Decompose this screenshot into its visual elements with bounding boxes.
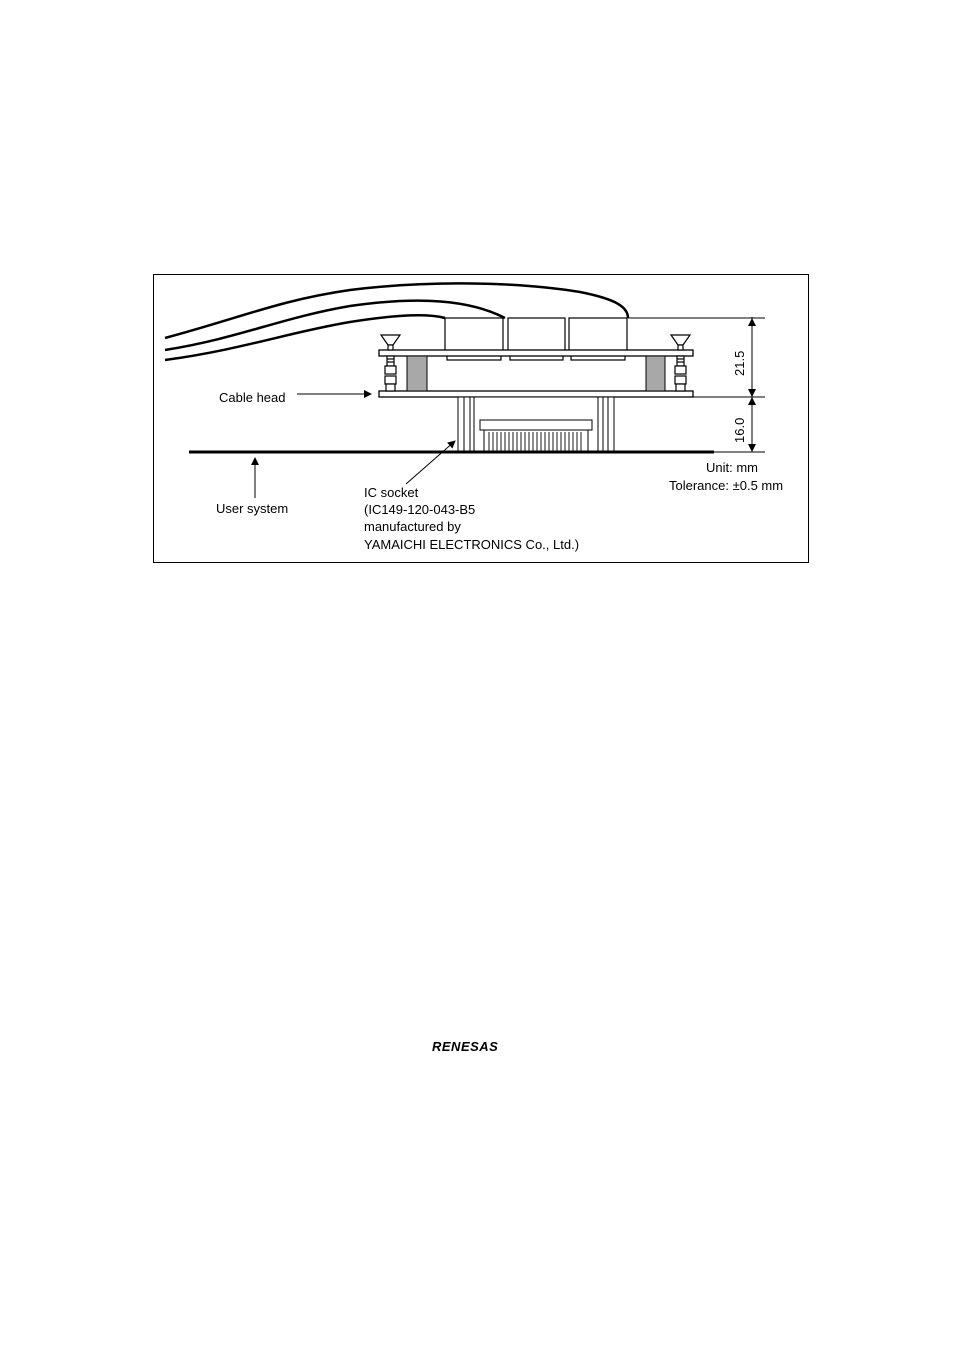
unit-note: Unit: mm bbox=[706, 460, 758, 475]
cable-head-board bbox=[379, 391, 693, 397]
cable-head-label: Cable head bbox=[219, 390, 286, 405]
ic-socket-label: IC socket bbox=[364, 485, 419, 500]
right-screw-icon bbox=[671, 335, 690, 391]
dimension-lower-label: 16.0 bbox=[732, 417, 747, 443]
user-system-label: User system bbox=[216, 501, 289, 516]
right-spacer bbox=[646, 356, 665, 391]
left-screw-icon bbox=[381, 335, 400, 391]
ic-socket-manufactured-by: manufactured by bbox=[364, 519, 461, 534]
upper-board bbox=[379, 350, 693, 356]
renesas-logo bbox=[430, 1036, 534, 1056]
left-spacer bbox=[407, 356, 427, 391]
renesas-logo-text: RENESAS bbox=[432, 1039, 499, 1054]
ic-socket-manufacturer: YAMAICHI ELECTRONICS Co., Ltd.) bbox=[364, 537, 580, 552]
ic-socket-arrow bbox=[406, 441, 455, 484]
dimension-upper-label: 21.5 bbox=[732, 350, 747, 376]
ic-socket-part-number: (IC149-120-043-B5 bbox=[364, 502, 476, 517]
tolerance-note: Tolerance: ±0.5 mm bbox=[669, 478, 784, 493]
ic-socket bbox=[458, 397, 614, 452]
